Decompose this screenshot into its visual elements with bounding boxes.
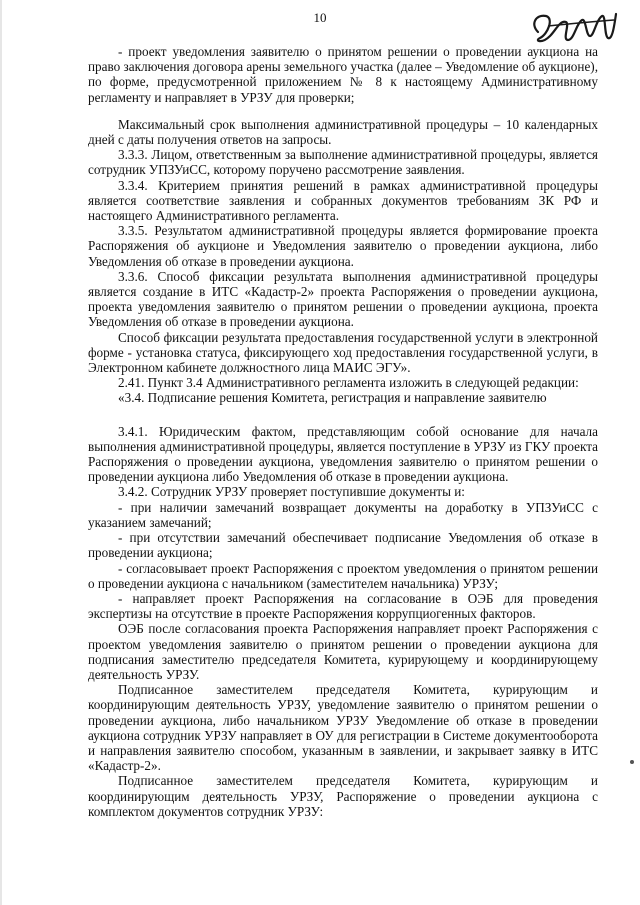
list-item-approve: - согласовывает проект Распоряжения с проектом уведомления о принятом решении о проведении аукциона с начальником (заместителем начальника) УРЗУ; [88, 560, 598, 591]
paragraph-max-term: Максимальный срок выполнения административной процедуры – 10 календарных дней с даты получения ответов на запросы. [88, 116, 598, 148]
paragraph-electronic-form: Способ фиксации результата предоставления государственной услуги в электронной форме - установка статуса, фиксирующего ход предоставления государственной услуги, в Электронном кабинете должностного лица МАИС ЭГУ». [88, 329, 598, 376]
paragraph-3-4-1: 3.4.1. Юридическим фактом, представляющим собой основание для начала выполнения административной процедуры, является поступление в УРЗУ из ГКУ проекта Распоряжения о проведении аукциона, уведомления заявителю о принятом решении о проведении аукциона либо Уведомления об отказе в проведении аукциона. [88, 423, 598, 485]
paragraph-3-3-3: 3.3.3. Лицом, ответственным за выполнение административной процедуры, является сотрудник УПЗУиСС, которому поручено рассмотрение заявления. [88, 147, 598, 178]
page-number: 10 [313, 10, 327, 25]
list-item-no-remarks: - при отсутствии замечаний обеспечивает подписание Уведомления об отказе в проведении аукциона; [88, 530, 598, 561]
scan-edge-left [0, 0, 2, 905]
paragraph-2-41: 2.41. Пункт 3.4 Административного регламента изложить в следующей редакции: [118, 375, 579, 391]
paragraph-3-3-4: 3.3.4. Критерием принятия решений в рамках административной процедуры является соответствие заявления и собранных документов требованиям ЗК РФ и настоящего Административного регламента. [88, 177, 598, 224]
paragraph-signed-notice: Подписанное заместителем председателя Комитета, курирующим и координирующим деятельность УРЗУ, уведомление заявителю о принятом решении о проведении аукциона, либо начальником УРЗУ Уведомление об отказе в проведении аукциона сотрудник УРЗУ направляет в ОУ для регистрации в Системе документооборота и направления заявителю способом, указанным в заявлении, и закрывает заявку в ИТС «Кадастр-2». [88, 682, 598, 774]
paragraph-3-4-2: 3.4.2. Сотрудник УРЗУ проверяет поступившие документы и: [118, 484, 465, 500]
paragraph-draft-notice: - проект уведомления заявителю о принятом решении о проведении аукциона на право заключения договора арены земельного участка (далее – Уведомление об аукционе), по форме, предусмотренной приложением № 8 к настоящему Административному регламенту и направляет в УРЗУ для проверки; [88, 44, 598, 105]
paragraph-signed-order: Подписанное заместителем председателя Комитета, курирующим и координирующим деятельность УРЗУ, Распоряжение о проведении аукциона с комплектом документов сотрудник УРЗУ: [88, 773, 598, 819]
margin-dot [630, 760, 634, 764]
list-item-remarks: - при наличии замечаний возвращает документы на доработку в УПЗУиСС с указанием замечаний; [88, 499, 598, 530]
paragraph-3-3-5: 3.3.5. Результатом административной процедуры является формирование проекта Распоряжения об аукционе и Уведомления заявителю о проведении аукциона, либо Уведомления об отказе в проведении аукциона. [88, 223, 598, 269]
document-body [88, 44, 598, 819]
paragraph-oeb: ОЭБ после согласования проекта Распоряжения направляет проект Распоряжения с проектом уведомления заявителю о принятом решении о проведении аукциона для подписания заместителю председателя Комитета, курирующему и координирующему деятельность УРЗУ. [88, 621, 598, 682]
list-item-send-oeb: - направляет проект Распоряжения на согласование в ОЭБ для проведения экспертизы на отсутствие в проекте Распоряжения коррупциогенных факторов. [88, 590, 598, 622]
section-heading-3-4: «3.4. Подписание решения Комитета, регистрация и направление заявителю [118, 390, 547, 406]
paragraph-3-3-6: 3.3.6. Способ фиксации результата выполнения административной процедуры является создание в ИТС «Кадастр-2» проекта Распоряжения о проведении аукциона, проекта уведомления заявителю о принятом решении о проведении аукциона, проекта Уведомления об отказе в проведении аукциона. [88, 268, 598, 330]
